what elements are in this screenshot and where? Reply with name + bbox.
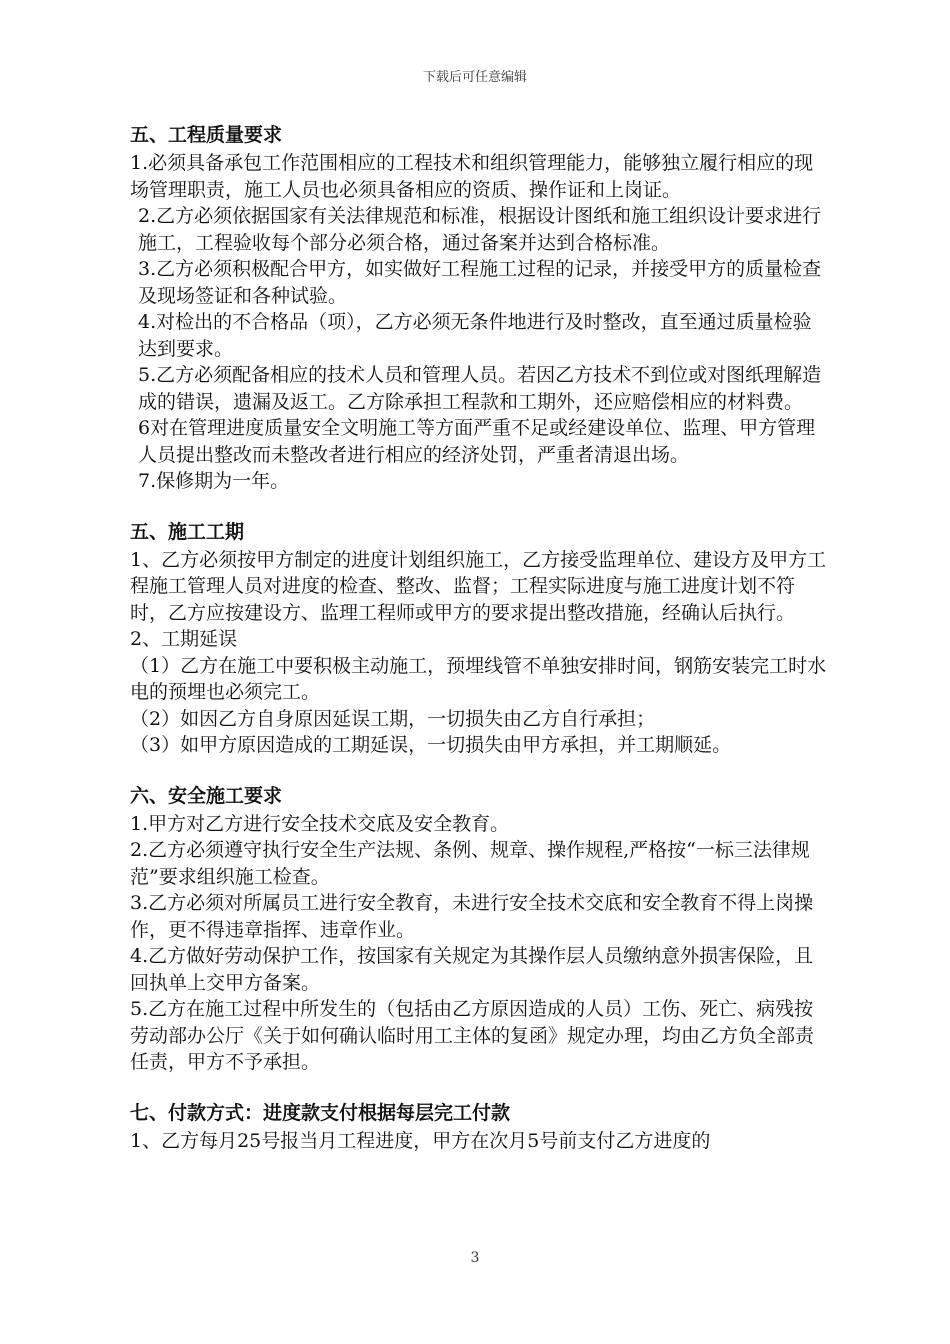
section-heading: 六、安全施工要求 <box>130 784 283 807</box>
paragraph: 1、乙方每月25号报当月工程进度，甲方在次月5号前支付乙方进度的 <box>130 1129 711 1152</box>
section-heading: 五、工程质量要求 <box>130 124 283 146</box>
paragraph: 3.乙方必须积极配合甲方，如实做好工程施工过程的记录，并接受甲方的质量检查及现场签证和各种试验。 <box>138 258 822 307</box>
paragraph: 1.甲方对乙方进行安全技术交底及安全教育。 <box>130 812 510 835</box>
section-heading: 五、施工工期 <box>130 520 245 543</box>
section-quality-requirements <box>130 120 830 495</box>
paragraph: 6对在管理进度质量安全文明施工等方面严重不足或经建设单位、监理、甲方管理人员提出整改而未整改者进行相应的经济处罚，严重者清退出场。 <box>138 417 816 466</box>
paragraph: （3）如甲方原因造成的工期延误，一切损失由甲方承担，并工期顺延。 <box>130 734 732 756</box>
paragraph: （1）乙方在施工中要积极主动施工，预埋线管不单独安排时间，钢筋安装完工时水电的预埋也必须完工。 <box>130 654 827 703</box>
paragraph: 5.乙方必须配备相应的技术人员和管理人员。若因乙方技术不到位或对图纸理解造成的错误，遗漏及返工。乙方除承担工程款和工期外，还应赔偿相应的材料费。 <box>138 364 822 413</box>
paragraph: 4.乙方做好劳动保护工作，按国家有关规定为其操作层人员缴纳意外损害保险，且回执单上交甲方备案。 <box>130 945 814 994</box>
paragraph: （2）如因乙方自身原因延误工期，一切损失由乙方自行承担； <box>130 707 656 730</box>
paragraph: 5.乙方在施工过程中所发生的（包括由乙方原因造成的人员）工伤、死亡、病残按劳动部办公厅《关于如何确认临时用工主体的复函》规定办理，均由乙方负全部责任责，甲方不予承担。 <box>130 998 815 1073</box>
paragraph: 2.乙方必须遵守执行安全生产法规、条例、规章、操作规程,严格按“一标三法律规范”要求组织施工检查。 <box>130 839 810 888</box>
section-construction-period <box>130 517 830 759</box>
paragraph: 4.对检出的不合格品（项），乙方必须无条件地进行及时整改，直至通过质量检验达到要求。 <box>138 311 812 360</box>
document-body <box>130 120 830 1154</box>
page-number: 3 <box>470 1250 480 1266</box>
section-safety-requirements <box>130 781 830 1076</box>
paragraph: 1.必须具备承包工作范围相应的工程技术和组织管理能力，能够独立履行相应的现场管理职责，施工人员也必须具备相应的资质、操作证和上岗证。 <box>130 152 814 201</box>
paragraph: 3.乙方必须对所属员工进行安全教育，未进行安全技术交底和安全教育不得上岗操作，更不得违章指挥、违章作业。 <box>130 892 814 941</box>
paragraph: 7.保修期为一年。 <box>138 470 290 492</box>
paragraph: 1、乙方必须按甲方制定的进度计划组织施工，乙方接受监理单位、建设方及甲方工程施工管理人员对进度的检查、整改、监督；工程实际进度与施工进度计划不符时，乙方应按建设方、监理工程师或甲方的要求提出整改措施，经确认后执行。 <box>130 548 827 624</box>
section-heading: 七、付款方式：进度款支付根据每层完工付款 <box>130 1101 511 1124</box>
paragraph: 2.乙方必须依据国家有关法律规范和标准，根据设计图纸和施工组织设计要求进行施工，工程验收每个部分必须合格，通过备案并达到合格标准。 <box>138 205 822 254</box>
section-payment-method <box>130 1098 830 1155</box>
paragraph: 2、工期延误 <box>130 628 238 650</box>
header-note: 下载后可任意编辑 <box>422 70 527 85</box>
